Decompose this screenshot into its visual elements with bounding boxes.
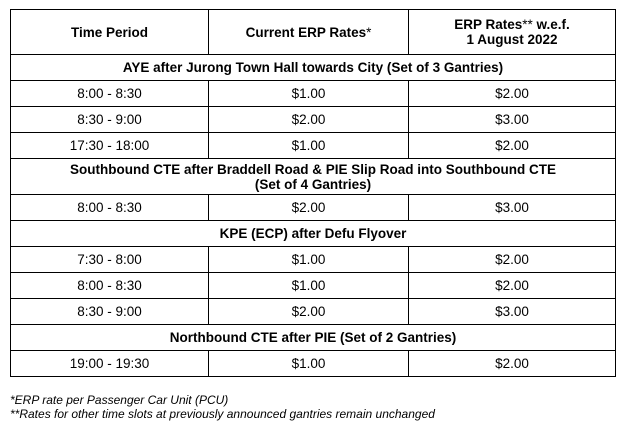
time-cell: 8:30 - 9:00 <box>11 299 209 325</box>
time-cell: 8:00 - 8:30 <box>11 81 209 107</box>
time-cell: 8:30 - 9:00 <box>11 107 209 133</box>
table-row <box>11 273 616 299</box>
new-rate-cell: $2.00 <box>409 247 616 273</box>
section-title <box>11 159 616 195</box>
header-row <box>11 10 616 55</box>
time-cell: 8:00 - 8:30 <box>11 273 209 299</box>
table-row <box>11 133 616 159</box>
new-rate-cell: $3.00 <box>409 107 616 133</box>
table-row <box>11 299 616 325</box>
section-title-line2: (Set of 4 Gantries) <box>254 176 372 192</box>
header-new-rates-label: ERP Rates <box>454 17 523 32</box>
footnote-other-slots: **Rates for other time slots at previously announced gantries remain unchanged <box>10 407 435 421</box>
section-title: AYE after Jurong Town Hall towards City (Set of 3 Gantries) <box>11 55 616 81</box>
current-rate-cell: $1.00 <box>209 81 409 107</box>
table-row <box>11 351 616 377</box>
footnotes <box>10 393 435 421</box>
header-new-rates-mark: ** <box>522 17 533 32</box>
time-cell: 17:30 - 18:00 <box>11 133 209 159</box>
header-current-rates-label: Current ERP Rates <box>245 24 367 40</box>
section-row-kpe <box>11 221 616 247</box>
time-cell: 19:00 - 19:30 <box>11 351 209 377</box>
table-row <box>11 107 616 133</box>
new-rate-cell: $2.00 <box>409 81 616 107</box>
header-current-rates-mark: * <box>366 24 372 40</box>
section-row-aye <box>11 55 616 81</box>
new-rate-cell: $3.00 <box>409 299 616 325</box>
current-rate-cell: $1.00 <box>209 133 409 159</box>
current-rate-cell: $1.00 <box>209 273 409 299</box>
header-new-rates-wef: w.e.f. <box>532 17 570 32</box>
table-row <box>11 247 616 273</box>
header-current-rates <box>209 10 409 55</box>
footnote-pcu: *ERP rate per Passenger Car Unit (PCU) <box>10 393 229 407</box>
time-cell: 8:00 - 8:30 <box>11 195 209 221</box>
table-row <box>11 195 616 221</box>
current-rate-cell: $2.00 <box>209 299 409 325</box>
section-title: KPE (ECP) after Defu Flyover <box>11 221 616 247</box>
new-rate-cell: $3.00 <box>409 195 616 221</box>
new-rate-cell: $2.00 <box>409 133 616 159</box>
header-new-rates <box>409 10 616 55</box>
erp-rates-table-container <box>10 9 615 377</box>
header-time-period <box>11 10 209 55</box>
current-rate-cell: $1.00 <box>209 351 409 377</box>
section-row-southbound-cte <box>11 159 616 195</box>
header-new-rates-date: 1 August 2022 <box>466 32 558 47</box>
current-rate-cell: $2.00 <box>209 195 409 221</box>
time-cell: 7:30 - 8:00 <box>11 247 209 273</box>
section-title: Northbound CTE after PIE (Set of 2 Gantries) <box>11 325 616 351</box>
table-row <box>11 81 616 107</box>
erp-rates-table <box>10 9 616 377</box>
current-rate-cell: $2.00 <box>209 107 409 133</box>
new-rate-cell: $2.00 <box>409 273 616 299</box>
section-row-northbound-cte <box>11 325 616 351</box>
header-time-period-label: Time Period <box>70 24 149 40</box>
current-rate-cell: $1.00 <box>209 247 409 273</box>
new-rate-cell: $2.00 <box>409 351 616 377</box>
section-title-line1: Southbound CTE after Braddell Road & PIE Slip Road into Southbound CTE <box>70 161 556 177</box>
